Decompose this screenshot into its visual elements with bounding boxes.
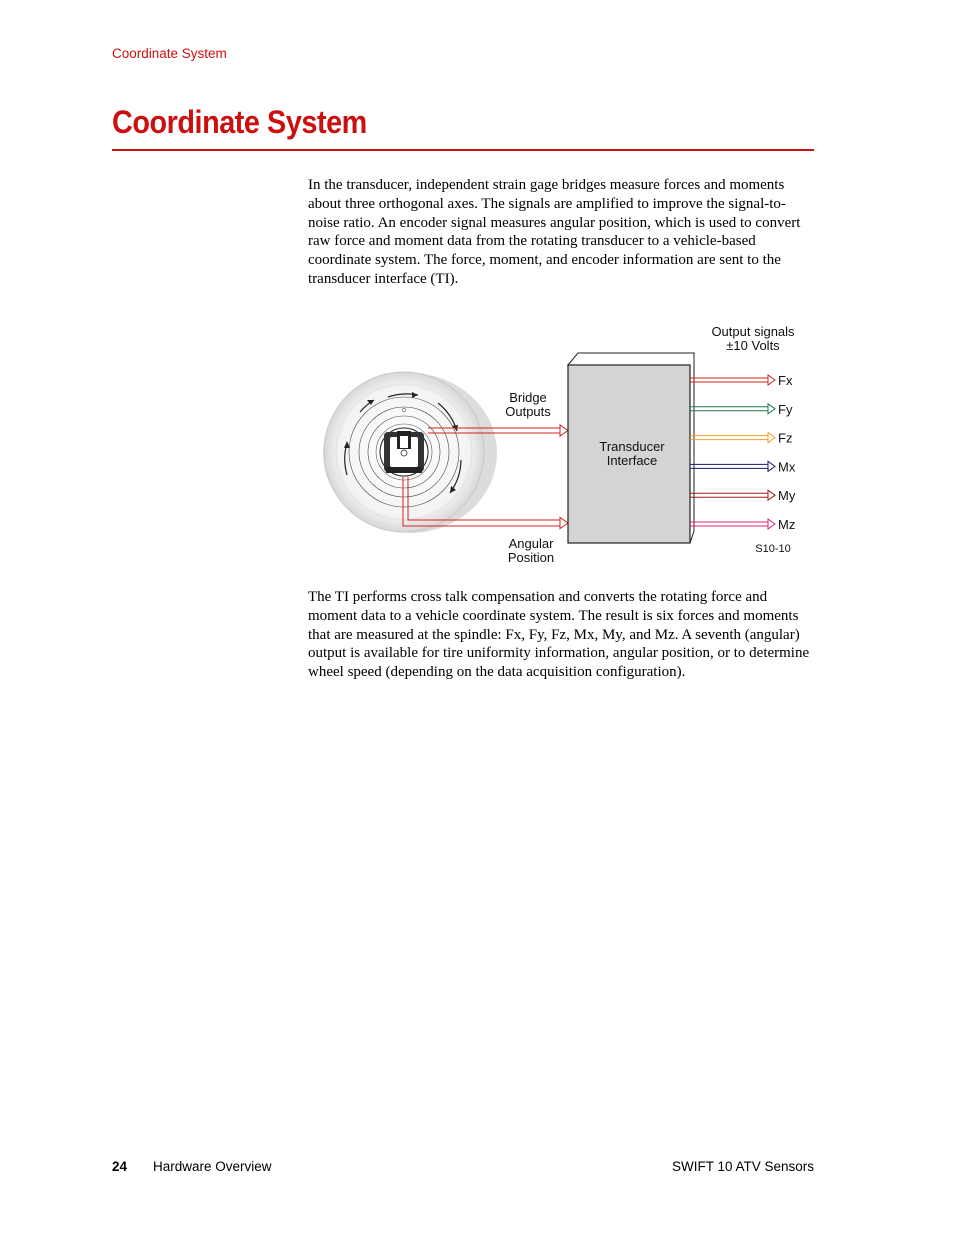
running-header: Coordinate System: [112, 46, 227, 61]
wheel-illustration: [323, 372, 497, 533]
signal-my: [690, 488, 796, 503]
signal-fx: [690, 373, 793, 388]
signal-label: Fy: [778, 401, 793, 417]
box-label-line2: Interface: [606, 453, 658, 468]
bridge-label-line1: Bridge: [509, 390, 547, 405]
output-signals: [690, 373, 796, 532]
output-label-line2: ±10 Volts: [726, 338, 780, 353]
signal-label: Mx: [778, 459, 796, 475]
footer-page-number: 24: [112, 1159, 128, 1174]
coordinate-system-diagram: [300, 315, 820, 575]
signal-arrowhead: [768, 519, 775, 529]
title-rule: [112, 149, 814, 151]
signal-arrowhead: [768, 461, 775, 471]
signal-arrowhead: [768, 404, 775, 414]
footer-product: SWIFT 10 ATV Sensors: [671, 1159, 814, 1174]
signal-label: Mz: [778, 517, 796, 532]
output-label-line1: Output signals: [711, 324, 795, 339]
angular-label-line2: Position: [507, 550, 555, 565]
bridge-label-line2: Outputs: [505, 404, 551, 419]
box-label-line1: Transducer: [599, 439, 665, 454]
detail-paragraph: The TI performs cross talk compensation and converts the rotating force and moment data to a vehicle coordinate system. The result is six forces and moments that are measured at the spindle: Fx, Fy, Fz, Mx, My, and Mz. A seventh (angular) output is available for tire uniformity information, angular position, or to determine wheel speed (depending on the data acquisition configuration).: [308, 589, 810, 681]
footer-chapter: Hardware Overview: [153, 1159, 272, 1174]
angular-label-line1: Angular: [508, 536, 554, 551]
signal-mz: [690, 517, 795, 532]
signal-label: Fx: [778, 373, 793, 388]
signal-arrowhead: [768, 490, 775, 500]
signal-arrowhead: [768, 433, 775, 443]
signal-fz: [690, 431, 792, 446]
transducer-interface-box: [568, 353, 694, 543]
signal-mx: [690, 459, 796, 474]
signal-label: Fz: [778, 430, 793, 446]
intro-paragraph: In the transducer, independent strain gage bridges measure forces and moments about three orthogonal axes. The signals are amplified to improve the signal-to-noise ratio. An encoder signal measures angular position, which is used to convert raw force and moment data from the rotating transducer to a vehicle-based coordinate system. The force, moment, and encoder information are sent to the transducer interface (TI).: [308, 177, 801, 287]
signal-label: My: [778, 488, 796, 504]
figure-id: S10-10: [755, 543, 791, 555]
signal-arrowhead: [768, 375, 775, 385]
page-title: Coordinate System: [112, 104, 367, 140]
signal-fy: [690, 402, 793, 417]
